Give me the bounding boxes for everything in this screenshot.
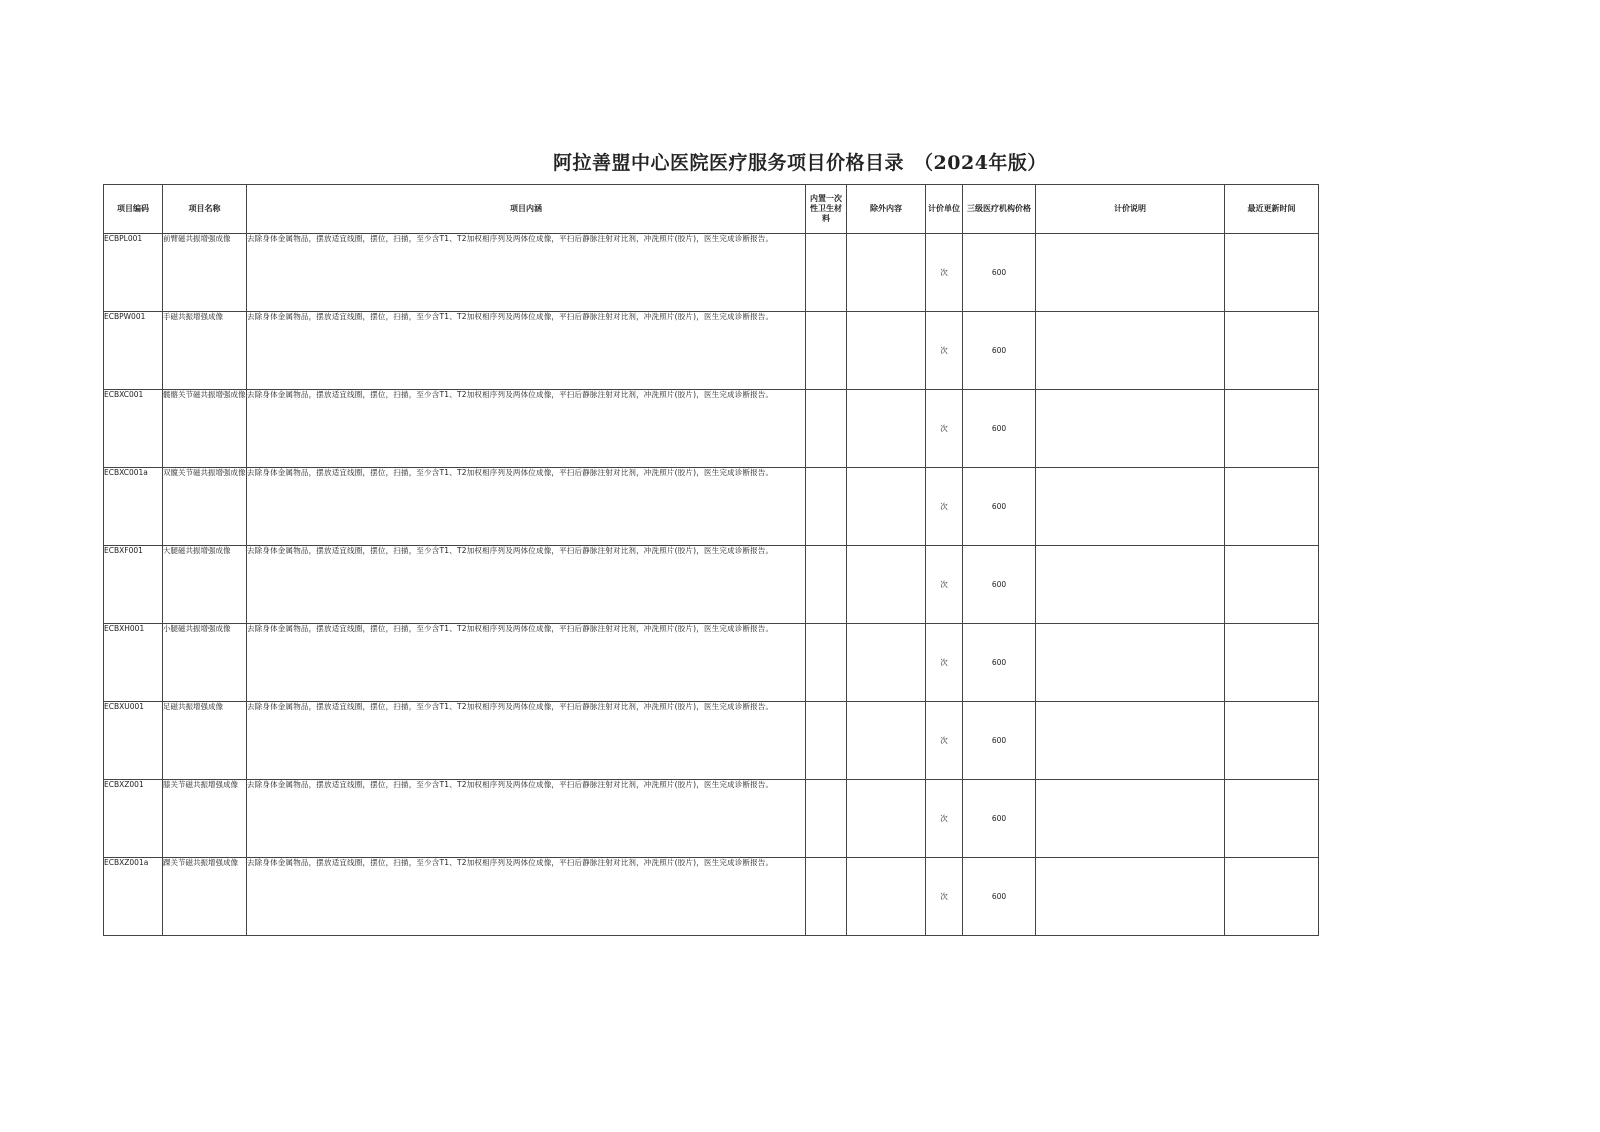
cell-content: 去除身体金属物品，摆放适宜线圈，摆位，扫描，至少含T1、T2加权相序列及两体位成像，平扫后静脉注射对比剂，冲洗照片(胶片)，医生完成诊断报告。 (247, 234, 806, 312)
header-code: 项目编码 (104, 185, 163, 234)
table-header-row (104, 185, 1319, 234)
cell-price: 600 (963, 468, 1036, 546)
header-name: 项目名称 (163, 185, 247, 234)
cell-notes (1036, 624, 1225, 702)
table-row (104, 234, 1319, 312)
table-row (104, 858, 1319, 936)
cell-updated (1225, 546, 1319, 624)
cell-unit: 次 (926, 468, 963, 546)
cell-exclusions (847, 390, 926, 468)
cell-materials (806, 312, 847, 390)
cell-name: 前臂磁共振增强成像 (163, 234, 247, 312)
cell-materials (806, 624, 847, 702)
cell-exclusions (847, 468, 926, 546)
cell-name: 大腿磁共振增强成像 (163, 546, 247, 624)
header-exclusions: 除外内容 (847, 185, 926, 234)
cell-content: 去除身体金属物品，摆放适宜线圈，摆位，扫描，至少含T1、T2加权相序列及两体位成像，平扫后静脉注射对比剂，冲洗照片(胶片)，医生完成诊断报告。 (247, 858, 806, 936)
cell-name: 小腿磁共振增强成像 (163, 624, 247, 702)
cell-updated (1225, 858, 1319, 936)
cell-updated (1225, 468, 1319, 546)
cell-updated (1225, 624, 1319, 702)
cell-code: ECBPL001 (104, 234, 163, 312)
table-row (104, 624, 1319, 702)
cell-exclusions (847, 234, 926, 312)
cell-materials (806, 858, 847, 936)
cell-content: 去除身体金属物品，摆放适宜线圈，摆位，扫描，至少含T1、T2加权相序列及两体位成像，平扫后静脉注射对比剂，冲洗照片(胶片)，医生完成诊断报告。 (247, 702, 806, 780)
cell-content: 去除身体金属物品，摆放适宜线圈，摆位，扫描，至少含T1、T2加权相序列及两体位成像，平扫后静脉注射对比剂，冲洗照片(胶片)，医生完成诊断报告。 (247, 546, 806, 624)
cell-code: ECBXC001a (104, 468, 163, 546)
document-title: 阿拉善盟中心医院医疗服务项目价格目录 （2024年版） (553, 152, 1047, 174)
cell-exclusions (847, 702, 926, 780)
cell-updated (1225, 312, 1319, 390)
cell-materials (806, 702, 847, 780)
cell-materials (806, 546, 847, 624)
table-row (104, 702, 1319, 780)
cell-code: ECBXC001 (104, 390, 163, 468)
cell-unit: 次 (926, 780, 963, 858)
cell-materials (806, 234, 847, 312)
cell-notes (1036, 858, 1225, 936)
cell-exclusions (847, 858, 926, 936)
table-row (104, 312, 1319, 390)
cell-name: 髋髂关节磁共振增强成像 (163, 390, 247, 468)
cell-code: ECBPW001 (104, 312, 163, 390)
cell-notes (1036, 468, 1225, 546)
cell-unit: 次 (926, 858, 963, 936)
header-materials: 内置一次性卫生材料 (806, 185, 847, 234)
cell-code: ECBXZ001a (104, 858, 163, 936)
cell-unit: 次 (926, 624, 963, 702)
header-unit: 计价单位 (926, 185, 963, 234)
cell-content: 去除身体金属物品，摆放适宜线圈，摆位，扫描，至少含T1、T2加权相序列及两体位成像，平扫后静脉注射对比剂，冲洗照片(胶片)，医生完成诊断报告。 (247, 312, 806, 390)
cell-exclusions (847, 624, 926, 702)
cell-exclusions (847, 546, 926, 624)
cell-price: 600 (963, 390, 1036, 468)
cell-exclusions (847, 780, 926, 858)
header-updated: 最近更新时间 (1225, 185, 1319, 234)
cell-price: 600 (963, 858, 1036, 936)
cell-name: 双髋关节磁共振增强成像 (163, 468, 247, 546)
header-notes: 计价说明 (1036, 185, 1225, 234)
table-row (104, 390, 1319, 468)
table-row (104, 546, 1319, 624)
cell-exclusions (847, 312, 926, 390)
cell-name: 手磁共振增强成像 (163, 312, 247, 390)
cell-price: 600 (963, 624, 1036, 702)
cell-name: 足磁共振增强成像 (163, 702, 247, 780)
cell-price: 600 (963, 780, 1036, 858)
cell-content: 去除身体金属物品，摆放适宜线圈，摆位，扫描，至少含T1、T2加权相序列及两体位成像，平扫后静脉注射对比剂，冲洗照片(胶片)，医生完成诊断报告。 (247, 468, 806, 546)
cell-price: 600 (963, 702, 1036, 780)
cell-unit: 次 (926, 234, 963, 312)
cell-price: 600 (963, 234, 1036, 312)
cell-price: 600 (963, 312, 1036, 390)
cell-code: ECBXZ001 (104, 780, 163, 858)
cell-updated (1225, 390, 1319, 468)
table-row (104, 468, 1319, 546)
cell-code: ECBXF001 (104, 546, 163, 624)
cell-notes (1036, 390, 1225, 468)
header-price: 三级医疗机构价格 (963, 185, 1036, 234)
cell-notes (1036, 546, 1225, 624)
cell-name: 踝关节磁共振增强成像 (163, 858, 247, 936)
header-content: 项目内涵 (247, 185, 806, 234)
cell-name: 膝关节磁共振增强成像 (163, 780, 247, 858)
cell-unit: 次 (926, 390, 963, 468)
cell-content: 去除身体金属物品，摆放适宜线圈，摆位，扫描，至少含T1、T2加权相序列及两体位成像，平扫后静脉注射对比剂，冲洗照片(胶片)，医生完成诊断报告。 (247, 390, 806, 468)
cell-unit: 次 (926, 546, 963, 624)
cell-updated (1225, 780, 1319, 858)
cell-notes (1036, 234, 1225, 312)
cell-unit: 次 (926, 312, 963, 390)
cell-unit: 次 (926, 702, 963, 780)
cell-notes (1036, 312, 1225, 390)
cell-code: ECBXH001 (104, 624, 163, 702)
cell-notes (1036, 780, 1225, 858)
cell-notes (1036, 702, 1225, 780)
cell-code: ECBXU001 (104, 702, 163, 780)
cell-updated (1225, 702, 1319, 780)
cell-price: 600 (963, 546, 1036, 624)
cell-content: 去除身体金属物品，摆放适宜线圈，摆位，扫描，至少含T1、T2加权相序列及两体位成像，平扫后静脉注射对比剂，冲洗照片(胶片)，医生完成诊断报告。 (247, 624, 806, 702)
cell-updated (1225, 234, 1319, 312)
cell-materials (806, 390, 847, 468)
cell-content: 去除身体金属物品，摆放适宜线圈，摆位，扫描，至少含T1、T2加权相序列及两体位成像，平扫后静脉注射对比剂，冲洗照片(胶片)，医生完成诊断报告。 (247, 780, 806, 858)
price-table (103, 184, 1319, 936)
cell-materials (806, 468, 847, 546)
cell-materials (806, 780, 847, 858)
table-row (104, 780, 1319, 858)
